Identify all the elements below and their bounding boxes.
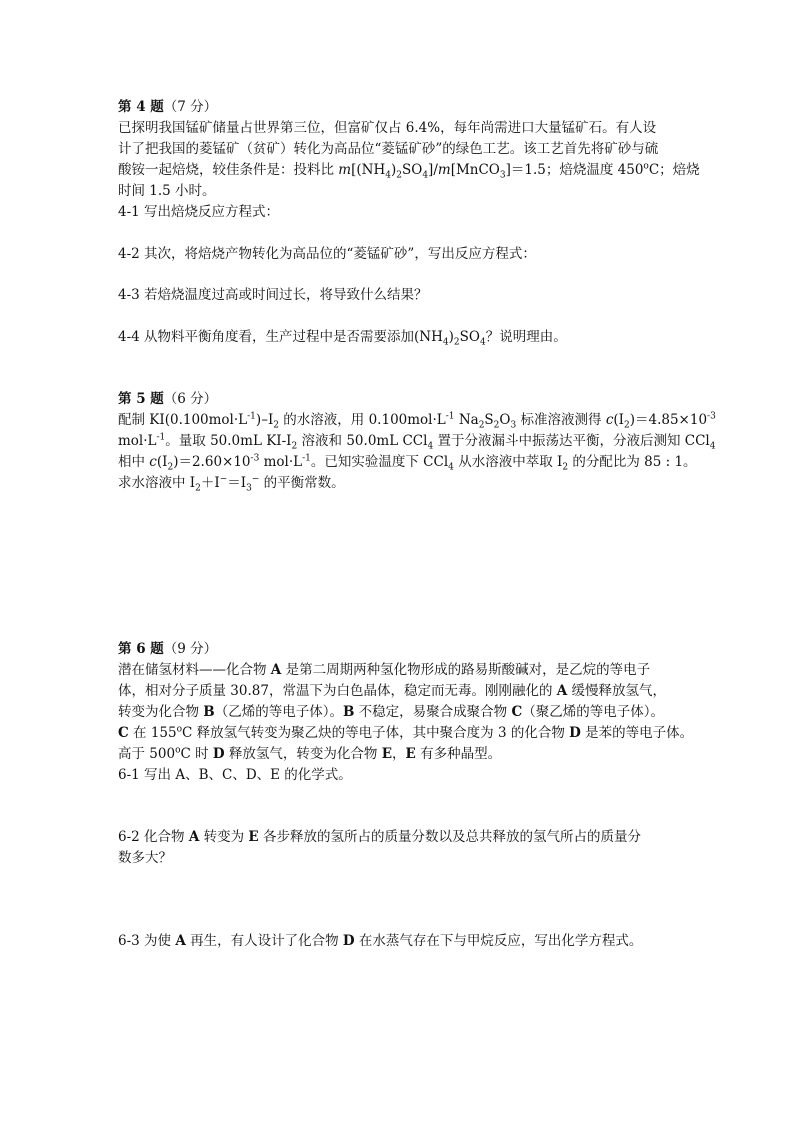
q4-subquestion-4 [118, 327, 567, 347]
text-run: 相中 [118, 454, 150, 470]
text-run: (I [156, 454, 168, 470]
text-run: A [270, 662, 282, 678]
text-run: 2 [478, 420, 485, 431]
text-run: 缓慢释放氢气， [567, 683, 667, 699]
text-run: C [511, 704, 523, 720]
text-run: 4 [709, 441, 716, 452]
text-run: 2 [623, 420, 630, 431]
text-run: 转变为化合物 [118, 704, 204, 720]
q4-subquestion-2: 4-2 其次，将焙烧产物转化为高品位的“菱锰矿砂”，写出反应方程式： [118, 246, 536, 262]
text-run: C；焙烧 [648, 162, 700, 178]
q6-title [118, 639, 217, 659]
text-run: 配制 KI(0.100mol·L [118, 412, 248, 428]
text-run: 4 [422, 170, 429, 181]
text-run: ]＝1.5；焙烧温度 450 [505, 162, 644, 178]
text-run: ]/ [428, 162, 438, 178]
text-run: o [175, 745, 181, 756]
text-run: 4 [442, 337, 449, 348]
text-run: 的分配比为 85 : 1。 [568, 454, 697, 470]
text-run: C [118, 725, 129, 741]
q5-line-4 [118, 473, 345, 493]
q6-line-3 [118, 702, 664, 722]
q6-subquestion-2 [118, 827, 641, 847]
q4-paragraph-line-3 [118, 160, 700, 180]
text-run: )＝2.60×10 [173, 454, 251, 470]
text-run: 置于分液漏斗中振荡达平衡，分液后测知 CCl [433, 433, 710, 449]
text-run: 2 [562, 462, 569, 473]
text-run: 4 [448, 462, 454, 473]
text-run: C 释放氢气转变为聚乙炔的等电子体，其中聚合度为 3 的化合物 [182, 725, 570, 741]
text-run: Na [454, 412, 479, 428]
q4-subquestion-3: 4-3 若焙烧温度过高或时间过长，将导致什么结果？ [118, 287, 428, 303]
text-run: -1 [156, 432, 166, 443]
text-run: A [188, 829, 200, 845]
text-run: C 时 [180, 746, 213, 762]
q5-title-score: （6 分） [163, 391, 218, 407]
text-run: − [251, 474, 260, 485]
text-run: 2 [453, 337, 460, 348]
text-run: 酸铵一起焙烧，较佳条件是：投料比 [118, 162, 339, 178]
text-run: 潜在储氢材料——化合物 [118, 662, 271, 678]
text-run: 4 [385, 170, 391, 181]
q6-line-5 [118, 744, 501, 764]
text-run: ) [448, 329, 454, 345]
text-run: 3 [510, 420, 517, 431]
text-run: 是第二周期两种氢化物形成的路易斯酸碱对，是乙烷的等电子 [281, 662, 651, 678]
q5-line-1 [118, 410, 716, 430]
text-run: 体，相对分子质量 30.87，常温下为白色晶体，稳定而无毒。刚刚融化的 [118, 683, 557, 699]
text-run: E [405, 746, 416, 762]
text-run: S [484, 412, 494, 428]
text-run: ， [392, 746, 406, 762]
q6-line-2 [118, 681, 666, 701]
text-run: -3 [707, 411, 716, 422]
text-run: o [643, 161, 649, 172]
q6-title-score: （9 分） [163, 641, 218, 657]
text-run: 2 [396, 170, 402, 181]
text-run: 6-2 化合物 [118, 829, 189, 845]
text-run: )＝4.85×10 [629, 412, 708, 428]
text-run: 释放氢气，转变为化合物 [224, 746, 382, 762]
text-run: SO [401, 162, 423, 178]
text-run: 6-3 为使 [118, 933, 176, 949]
q4-title-number: 第 4 题 [118, 99, 164, 115]
text-run: （乙烯的等电子体）。 [214, 704, 343, 720]
q6-title-number: 第 6 题 [118, 641, 164, 657]
text-run: c [605, 412, 614, 428]
q6-subquestion-1: 6-1 写出 A、B、C、D、E 的化学式。 [118, 767, 352, 783]
q6-line-1 [118, 660, 650, 680]
q5-line-2 [118, 431, 715, 451]
text-run: 求水溶液中 I [118, 475, 196, 491]
text-run: m [437, 162, 451, 178]
text-run: B [203, 704, 215, 720]
text-run: 高于 500 [118, 746, 176, 762]
text-run: 3 [246, 483, 252, 494]
text-run: − [219, 474, 228, 485]
text-run: c [149, 454, 157, 470]
text-run: -3 [250, 453, 260, 464]
text-run: 的水溶液，用 0.100mol·L [279, 412, 446, 428]
q4-paragraph-line-1: 已探明我国锰矿储量占世界第三位，但富矿仅占 6.4%，每年尚需进口大量锰矿石。有人设 [118, 120, 657, 136]
text-run: E [381, 746, 393, 762]
text-run: B [342, 704, 355, 720]
text-run: (I [613, 412, 624, 428]
text-run: ＝I [227, 475, 247, 491]
text-run: 标准溶液测得 [516, 412, 606, 428]
text-run: 的平衡常数。 [259, 475, 345, 491]
text-run: D [569, 725, 581, 741]
text-run: E [248, 829, 259, 845]
text-run: 2 [291, 441, 298, 452]
text-run: 再生，有人设计了化合物 [185, 933, 343, 949]
text-run: 4 [427, 441, 434, 452]
text-run: 是苯的等电子体。 [580, 725, 694, 741]
text-run: [(NH [351, 162, 386, 178]
text-run: 2 [195, 483, 201, 494]
q4-title-score: （7 分） [163, 99, 218, 115]
text-run: m [338, 162, 352, 178]
text-run: 2 [167, 462, 174, 473]
text-run: 不稳定，易聚合成聚合物 [354, 704, 512, 720]
text-run: 2 [493, 420, 500, 431]
text-run: A [556, 683, 568, 699]
text-run: [MnCO [450, 162, 500, 178]
q5-title-number: 第 5 题 [118, 391, 164, 407]
text-run: A [175, 933, 186, 949]
q4-subquestion-1: 4-1 写出焙烧反应方程式： [118, 204, 280, 220]
text-run: ) [390, 162, 397, 178]
q5-title [118, 389, 217, 409]
text-run: 从水溶液中萃取 I [453, 454, 563, 470]
text-run: 4 [479, 337, 486, 348]
text-run: ＋I [200, 475, 220, 491]
q6-line-4 [118, 723, 693, 743]
text-run: )–I [255, 412, 274, 428]
text-run: 3 [499, 170, 506, 181]
q4-paragraph-line-4: 时间 1.5 小时。 [118, 183, 216, 199]
text-run: 。已知实验温度下 CCl [310, 454, 449, 470]
text-run: o [176, 724, 183, 735]
text-run: （聚乙烯的等电子体）。 [522, 704, 664, 720]
text-run: 2 [273, 420, 280, 431]
text-run: 溶液和 50.0mL CCl [297, 433, 428, 449]
text-run: mol·L [118, 433, 157, 449]
text-run: 。量取 50.0mL KI-I [165, 433, 292, 449]
q4-title [118, 97, 217, 117]
text-run: 在 155 [128, 725, 177, 741]
text-run: SO [459, 329, 480, 345]
text-run: -1 [302, 453, 311, 464]
q5-line-3 [118, 452, 697, 472]
text-run: O [499, 412, 511, 428]
q6-subquestion-3 [118, 931, 642, 951]
text-run: 各步释放的氢所占的质量分数以及总共释放的氢气所占的质量分 [258, 829, 641, 845]
text-run: 在水蒸气存在下与甲烷反应，写出化学方程式。 [354, 933, 643, 949]
text-run: ？说明理由。 [485, 329, 567, 345]
text-run: mol·L [259, 454, 303, 470]
text-run: D [212, 746, 225, 762]
q4-paragraph-line-2: 计了把我国的菱锰矿（贫矿）转化为高品位“菱锰矿砂”的绿色工艺。该工艺首先将矿砂与硫 [118, 141, 659, 157]
text-run: -1 [247, 411, 256, 422]
text-run: 有多种晶型。 [415, 746, 502, 762]
text-run: D [342, 933, 355, 949]
text-run: -1 [445, 411, 455, 422]
q6-subquestion-2-line-2: 数多大？ [118, 850, 172, 866]
text-run: 4-4 从物料平衡角度看，生产过程中是否需要添加(NH [118, 329, 443, 345]
text-run: 转变为 [199, 829, 249, 845]
